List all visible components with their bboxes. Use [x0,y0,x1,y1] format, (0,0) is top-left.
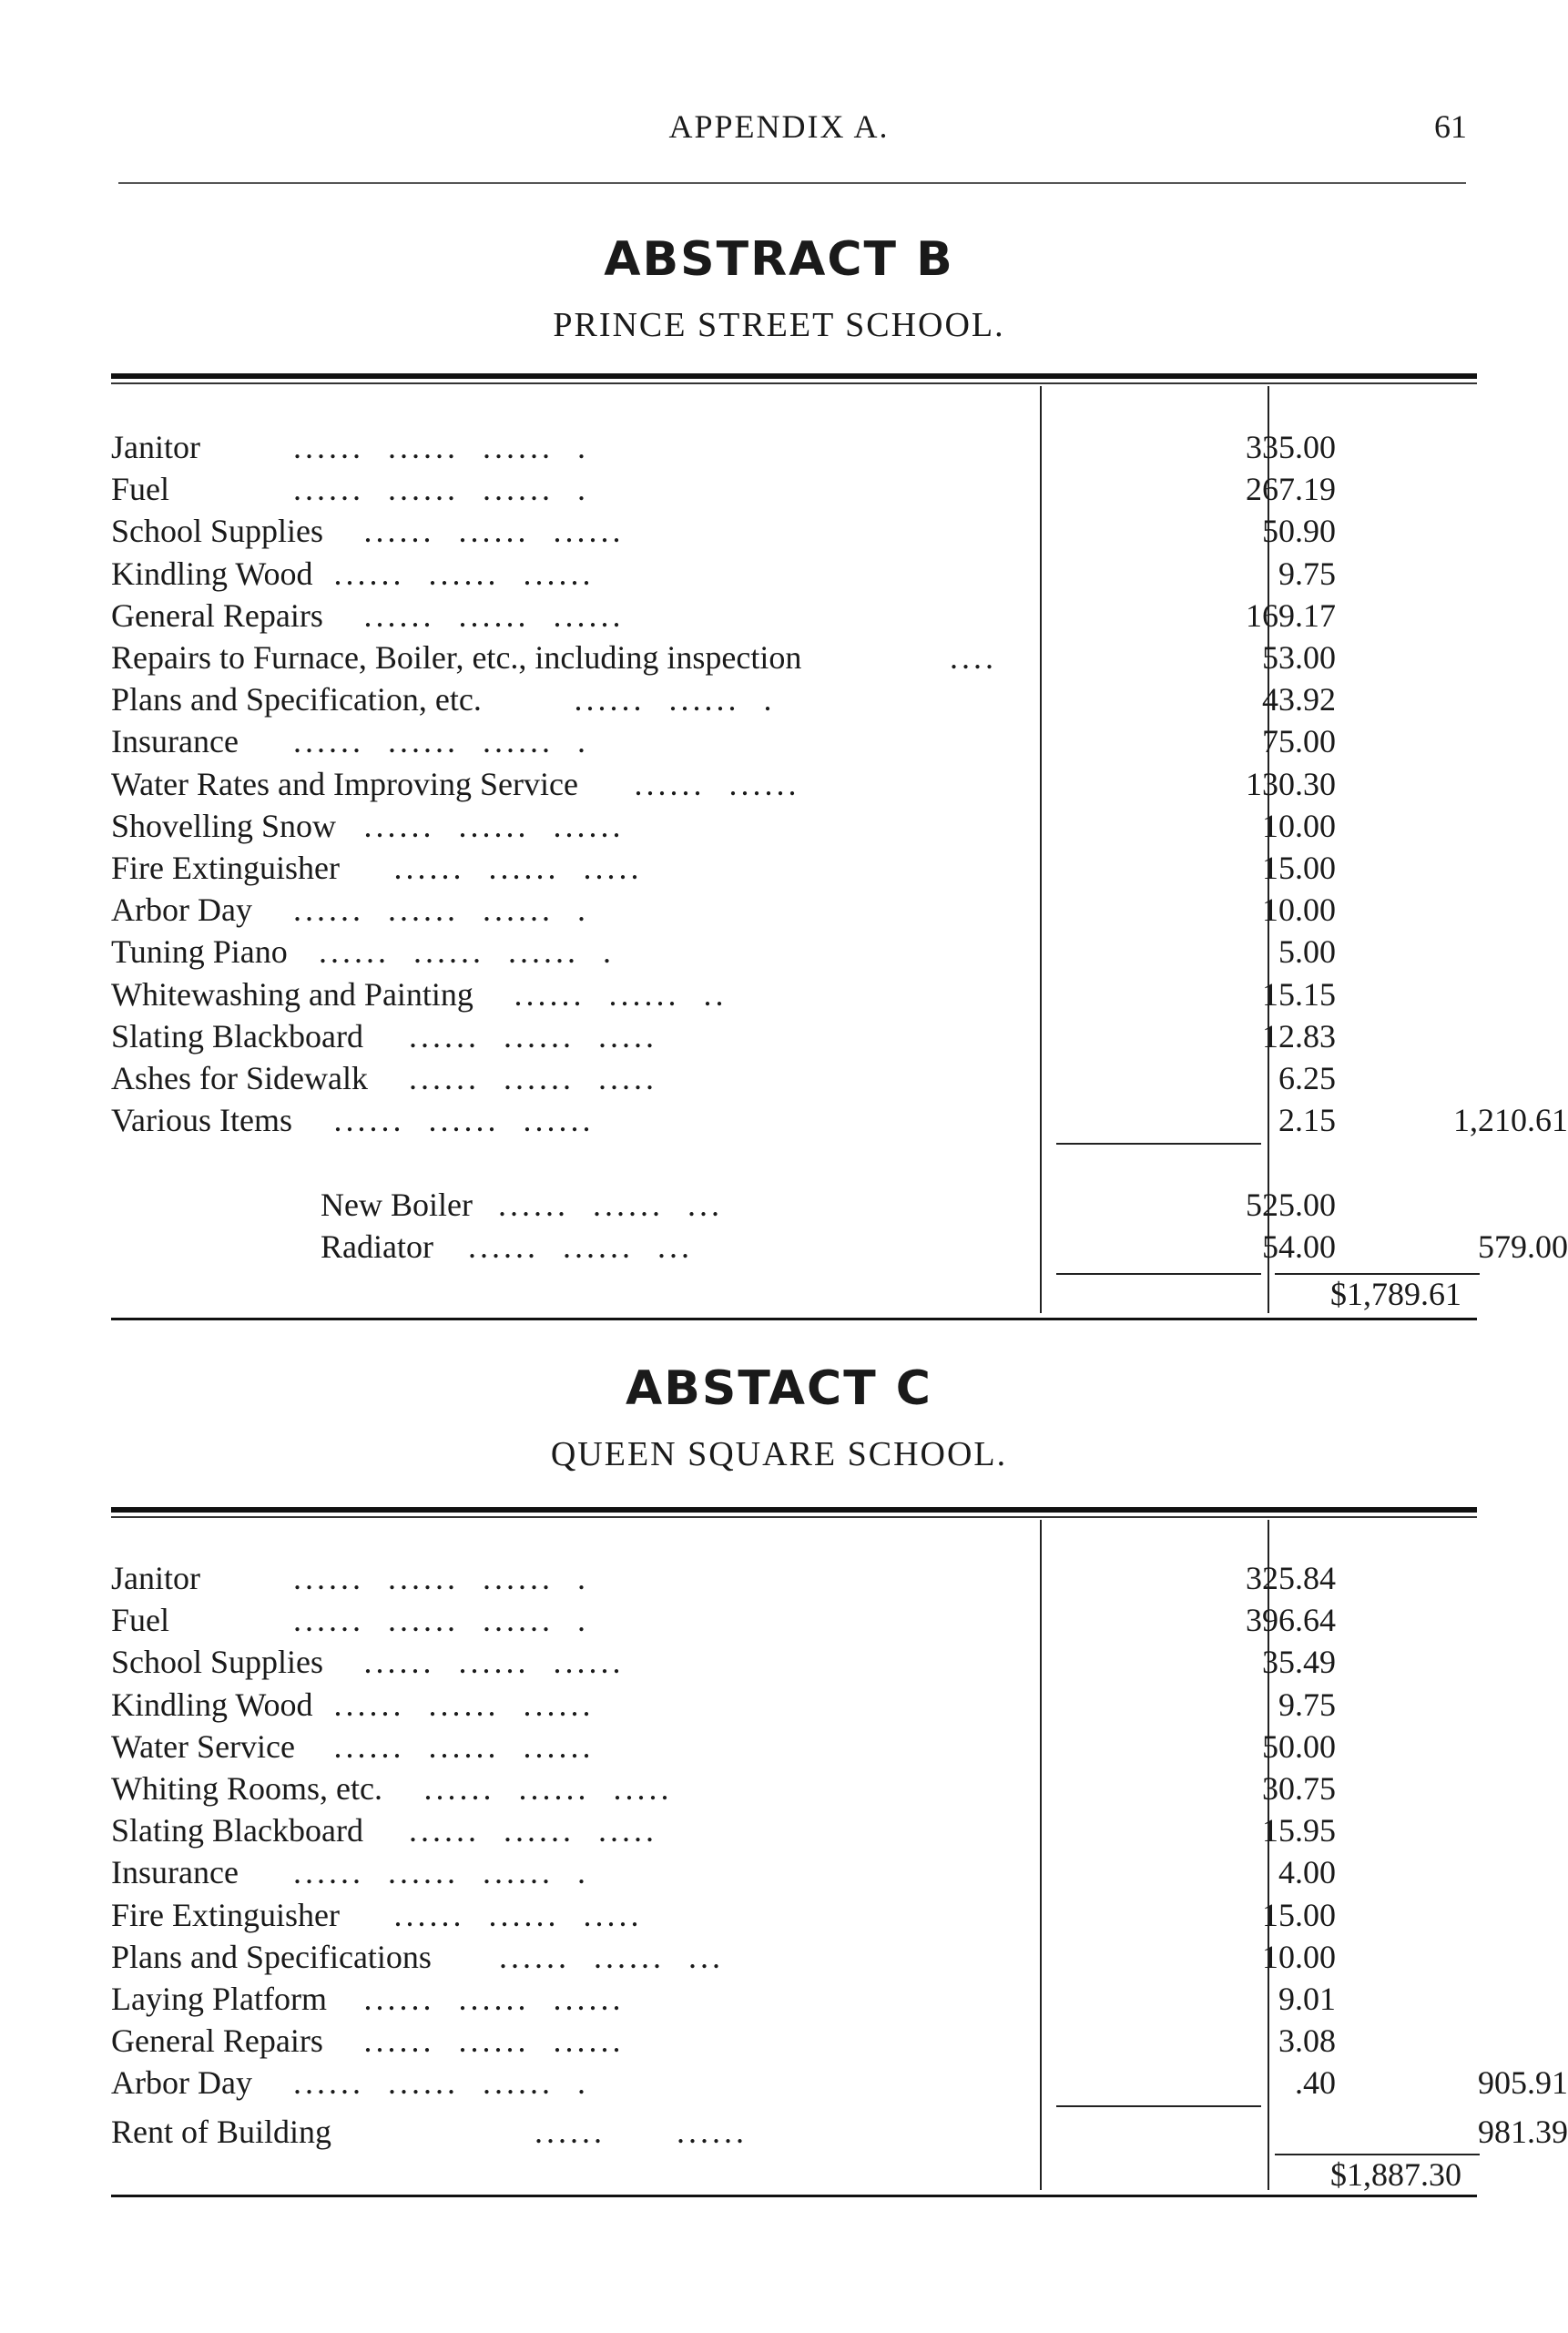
subtotal-amount: 1,210.61 [1453,1102,1568,1139]
table-row [111,1684,1477,1726]
item-label: Shovelling Snow [111,807,337,844]
item-amount: 15.00 [1262,850,1336,886]
item-amount: 9.01 [1278,1981,1336,2017]
item-amount: 10.00 [1262,807,1336,844]
table-row [111,1099,1568,1141]
item-amount: 2.15 [1278,1102,1336,1139]
abstract-b-subtotal-rule [1056,1143,1261,1145]
item-label: Arbor Day [111,2064,252,2102]
abstract-c-rent-row [111,2111,1568,2153]
abstract-c-top-rule [111,1507,1477,1518]
leader-dots: ...... ...... ... [468,1228,693,1265]
table-row [111,1936,1477,1978]
leader-dots: ...... ...... ..... [393,1896,643,1933]
table-row [111,678,1477,720]
item-label: Kindling Wood [111,555,313,592]
item-amount: 15.95 [1262,1812,1336,1849]
table-row [111,720,1477,762]
leader-dots: ...... ...... ... [499,1938,724,1975]
rent-label: Rent of Building [111,2114,331,2150]
leader-dots: ...... ...... ...... . [293,2064,589,2102]
leader-dots: ...... ...... ...... . [293,1854,589,1891]
item-label: Water Service [111,1727,295,1765]
item-label: Fuel [111,471,170,508]
subtotal-amount: 579.00 [1478,1228,1568,1265]
leader-dots: ...... ...... [634,765,800,802]
item-amount: 130.30 [1246,765,1336,802]
header-rule [118,182,1466,184]
table-row [111,595,1477,637]
item-label: Insurance [111,1854,239,1891]
item-amount: 325.84 [1246,1560,1336,1596]
leader-dots: ...... ...... ...... [333,555,618,592]
leader-dots: ...... ...... ...... [333,1102,618,1139]
item-amount: 15.15 [1262,975,1336,1013]
item-label: Fire Extinguisher [111,850,340,886]
leader-dots: ...... ...... ...... [333,1686,618,1723]
leader-dots: ...... ...... [535,2114,748,2150]
leader-dots: ...... ...... ... [498,1187,723,1223]
leader-dots: ...... ...... ..... [423,1770,673,1807]
table-row [111,805,1477,847]
item-amount: 10.00 [1262,1938,1336,1975]
leader-dots: ...... ...... ...... [333,1727,618,1765]
item-label: Various Items [111,1102,292,1139]
leader-dots: ...... ...... .. [514,975,728,1013]
item-amount: 54.00 [1262,1228,1336,1265]
item-label: Plans and Specifications [111,1938,432,1975]
item-amount: 525.00 [1246,1187,1336,1223]
item-label: Insurance [111,723,239,760]
item-amount: 50.90 [1262,513,1336,550]
abstract-b-bottom-rule [111,1318,1477,1320]
page-number: 61 [1434,108,1467,145]
item-label: Laying Platform [111,1981,327,2017]
table-row [111,889,1477,931]
leader-dots: ...... ...... ...... . [293,1602,589,1639]
leader-dots: ...... ...... . [574,681,776,718]
abstract-b-subtotal2-rule [1056,1273,1261,1275]
item-amount: 396.64 [1246,1602,1336,1639]
abstract-c-bottom-rule [111,2195,1477,2197]
abstract-b-top-rule [111,373,1477,384]
subtotal-amount: 905.91 [1478,2064,1568,2102]
rent-amount: 981.39 [1478,2114,1568,2150]
leader-dots: ...... ...... ...... . [293,1560,589,1596]
table-row [111,2020,1477,2062]
table-row [111,1015,1477,1057]
table-row [111,973,1477,1015]
table-row [111,847,1477,889]
item-amount: 9.75 [1278,1686,1336,1723]
item-label: Repairs to Furnace, Boiler, etc., including inspection [111,639,802,676]
running-head: APPENDIX A. [668,108,890,145]
item-amount: 30.75 [1262,1770,1336,1807]
item-amount: 53.00 [1262,639,1336,676]
item-amount: 43.92 [1262,681,1336,718]
table-row [111,2062,1568,2104]
item-label: Radiator [321,1228,433,1265]
leader-dots: .... [950,639,997,676]
leader-dots: ...... ...... ...... [363,513,625,550]
table-row [111,553,1477,595]
leader-dots: ...... ...... ...... . [319,933,615,971]
item-label: School Supplies [111,513,324,550]
leader-dots: ...... ...... ...... . [293,471,589,508]
item-amount: 15.00 [1262,1896,1336,1933]
item-amount: 5.00 [1278,933,1336,971]
leader-dots: ...... ...... ...... [363,596,625,634]
table-row [111,1641,1477,1683]
table-row [111,1978,1477,2020]
table-row [111,1184,1477,1226]
leader-dots: ...... ...... ..... [409,1812,657,1849]
abstract-c-title: ABSTACT C [626,1361,932,1416]
abstract-c-school: QUEEN SQUARE SCHOOL. [550,1435,1008,1473]
item-label: Arbor Day [111,891,252,929]
leader-dots: ...... ...... ...... . [293,891,589,929]
item-amount: 4.00 [1278,1854,1336,1891]
leader-dots: ...... ...... ...... [363,2022,625,2060]
abstract-b-total: $1,789.61 [1330,1276,1461,1312]
abstract-c-subtotal-rule [1056,2105,1261,2107]
table-row [111,763,1477,805]
leader-dots: ...... ...... ..... [409,1017,657,1054]
table-row [111,1226,1568,1268]
table-row [111,931,1477,973]
item-label: School Supplies [111,1644,324,1681]
item-amount: 50.00 [1262,1727,1336,1765]
item-amount: 12.83 [1262,1017,1336,1054]
item-amount: 9.75 [1278,555,1336,592]
item-label: Ashes for Sidewalk [111,1060,368,1096]
item-label: Fire Extinguisher [111,1896,340,1933]
table-row [111,637,1477,678]
abstract-b-school: PRINCE STREET SCHOOL. [553,306,1005,344]
item-label: Slating Blackboard [111,1017,363,1054]
item-label: Plans and Specification, etc. [111,681,482,718]
table-row [111,1599,1477,1641]
item-label: Kindling Wood [111,1686,313,1723]
item-label: General Repairs [111,2022,323,2060]
item-amount: 335.00 [1246,429,1336,465]
item-label: Whiting Rooms, etc. [111,1770,382,1807]
item-label: Whitewashing and Painting [111,975,473,1013]
item-label: New Boiler [321,1187,473,1223]
table-row [111,1851,1477,1893]
leader-dots: ...... ...... ...... [363,807,625,844]
item-label: Fuel [111,1602,170,1639]
item-amount: 267.19 [1246,471,1336,508]
table-row [111,1057,1477,1099]
leader-dots: ...... ...... ..... [393,850,643,886]
table-row [111,1809,1477,1851]
item-label: Janitor [111,429,200,465]
item-amount: .40 [1295,2064,1336,2102]
table-row [111,1894,1477,1936]
table-row [111,510,1477,552]
item-label: Janitor [111,1560,200,1596]
item-amount: 75.00 [1262,723,1336,760]
leader-dots: ...... ...... ...... . [293,429,589,465]
abstract-c-total: $1,887.30 [1330,2156,1461,2193]
table-row [111,426,1477,468]
leader-dots: ...... ...... ...... [363,1644,625,1681]
table-row [111,1726,1477,1768]
leader-dots: ...... ...... ...... . [293,723,589,760]
item-amount: 169.17 [1246,596,1336,634]
item-amount: 3.08 [1278,2022,1336,2060]
item-amount: 10.00 [1262,891,1336,929]
item-amount: 35.49 [1262,1644,1336,1681]
item-label: Slating Blackboard [111,1812,363,1849]
leader-dots: ...... ...... ...... [363,1981,625,2017]
item-amount: 6.25 [1278,1060,1336,1096]
item-label: Tuning Piano [111,933,288,971]
table-row [111,1768,1477,1809]
item-label: General Repairs [111,596,323,634]
abstract-b-title: ABSTRACT B [604,232,954,287]
leader-dots: ...... ...... ..... [409,1060,657,1096]
table-row [111,1557,1477,1599]
item-label: Water Rates and Improving Service [111,765,578,802]
table-row [111,468,1477,510]
